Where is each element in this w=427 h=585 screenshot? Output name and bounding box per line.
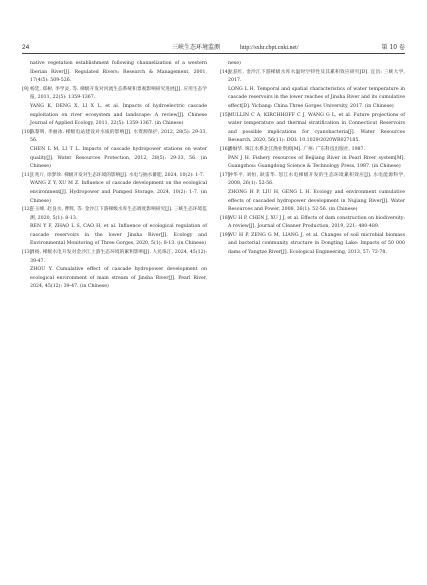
reference-chinese: 钟华平, 刘恒, 耿雷华. 怒江水电梯级开发的生态环境累积效应[J]. 水电能源科学, 2008, 26(1): 52-56. — [228, 172, 405, 187]
reference-item — [22, 86, 207, 129]
page-number: 24 — [22, 44, 30, 51]
reference-english: ZHOU Y. Cumulative effect of cascade hydropower development on ecological environment of main stream of Jinsha River[J]. Pearl River, 2024, 45(12): 39-47. (in Chinese) — [30, 267, 207, 290]
reference-number: [14] — [220, 69, 230, 75]
reference-number: [17] — [220, 172, 230, 178]
reference-english: nese) — [228, 61, 241, 66]
right-column — [220, 60, 405, 258]
journal-name: 三峡生态环境监测 — [172, 44, 221, 51]
reference-english: ZHONG H P, LIU H, GENG L H. Ecology and environment cumulative effects of cascaded hydropower development in Nujiang River[J]. Water Resources and Power, 2008, 26(1): 52-56. (in Chinese) — [228, 189, 405, 213]
left-column — [22, 60, 207, 292]
reference-english: WU H P, CHEN J, XU J J, et al. Effects of dam construction on biodiversity: A review[J]. Journal of Cleaner Production, 2019, 221: 480-489. — [228, 215, 405, 230]
reference-number: [13] — [22, 250, 32, 256]
reference-number: [15] — [220, 112, 230, 118]
reference-chinese: 任玉峰, 赵良水, 曹辉, 等. 金沙江下游梯级水库生态调度影响研究[J]. 三峡生态环境监测, 2020, 5(1): 8-13. — [30, 207, 207, 221]
reference-english: YANG K, DENG X, LI X L, et al. Impacts of hydroelectric cascade exploitation on river ecosystem and landscape: A review[J]. Chinese Journal of Applied Ecology, 2011, 22(5): 1359-1367. (in Chinese) — [30, 103, 207, 127]
journal-url: http://sxhr.cbpt.cnki.net/ — [240, 45, 299, 51]
reference-number: [9] — [22, 86, 29, 92]
reference-english: WU H P, ZENG G M, LIANG J, et al. Changes of soil microbial biomass and bacterial community structure in Dongting Lake: Impacts of 50 000 dams of Yangtze River[J]. Ecological Engineering, 2013, 57: 72-78. — [228, 232, 405, 256]
reference-item — [220, 60, 405, 69]
volume-label: 第 10 卷 — [381, 44, 405, 51]
reference-item — [220, 112, 405, 146]
reference-number: [16] — [220, 146, 230, 152]
reference-number: [10] — [22, 129, 32, 135]
page-header — [22, 44, 405, 54]
reference-item — [220, 232, 405, 258]
reference-chinese: 龙获红. 金沙江下游梯级水库水温时空特性及其累积效应研究[D]. 宜昌: 三峡大学, 2017. — [228, 69, 405, 84]
reference-english: native vegetation establishment following channelization of a western Iberian River[J]. Regulated Rivers: Research & Management, 2001, 17(4/5): 509-526. — [30, 61, 207, 84]
reference-english: LONG L H. Temporal and spatial characteristics of water temperature in cascade reservoirs in the lower reaches of Jinsha River and its cumulative effect[D]. Yichang: China Three Gorges University, 2017. (in Chinese) — [228, 86, 405, 109]
reference-chinese: 陈黎明, 李丽冰. 梯级电站建设对水质的影响[J]. 水资源保护, 2012, 28(5): 29-33, 56. — [30, 129, 207, 144]
reference-item — [22, 172, 207, 206]
reference-item — [220, 215, 405, 232]
reference-number: [11] — [22, 172, 32, 178]
reference-number: [18] — [220, 215, 230, 221]
reference-item — [220, 172, 405, 215]
reference-english: PAN J H. Fishery resources of Beijiang River in Pearl River system[M]. Guangzhou: Guangdong Science & Technology Press, 1987. (in Chinese) — [228, 155, 405, 170]
reference-english: REN Y F, ZHAO L S, CAO H, et al. Influence of ecological regulation of cascade reservoirs in the lower Jinsha River[J]. Ecology and Environmental Monitoring of Three Gorges, 2020, 5(1): 8-13. (in Chinese) — [30, 224, 207, 247]
reference-english: CHEN L M, LI T L. Impacts of cascade hydropower stations on water quality[J]. Water Resources Protection, 2012, 28(5): 29-33, 56. (in Chinese) — [30, 146, 207, 170]
reference-chinese: 杨廷, 郑树, 李学灵, 等. 梯级开发对河流生态系统和景观影响研究进展[J]. 应用生态学报, 2011, 22(5): 1359-1367. — [30, 86, 207, 101]
reference-item — [22, 249, 207, 292]
reference-item — [22, 129, 207, 172]
reference-number: [12] — [22, 207, 32, 213]
reference-number: [19] — [220, 232, 230, 238]
reference-item — [22, 206, 207, 249]
reference-english: MULLIN C A, KIRCHHOFF C J, WANG G L, et al. Future projections of water temperature and thermal stratification in Connecticut Reservoirs and possible implications for cyanobacteria[J]. Water Resources Research, 2020, 56(11): DOI: 10.1029/2020WR027185. — [228, 112, 405, 144]
reference-chinese: 周杨. 梯级水电开发对金沙江上游生态环境的累积影响[J]. 人民珠江, 2024, 45(12): 39-47. — [30, 250, 207, 264]
reference-item — [22, 60, 207, 86]
reference-item — [220, 69, 405, 112]
reference-chinese: 潘炯华. 珠江水系北江渔业资源[M]. 广州: 广东科技出版社, 1987. — [228, 146, 366, 152]
reference-chinese: 王兆斤, 徐梦珍. 梯级开发对生态环境的影响[J]. 水电与抽水蓄能, 2024, 10(2): 1-7. — [30, 172, 205, 178]
reference-english: WANG Z Y, XU M Z. Influence of cascade development on the ecological environment[J]. Hydropower and Pumped Storage, 2024, 10(2): 1-7. (in Chinese) — [30, 181, 207, 204]
reference-item — [220, 146, 405, 172]
